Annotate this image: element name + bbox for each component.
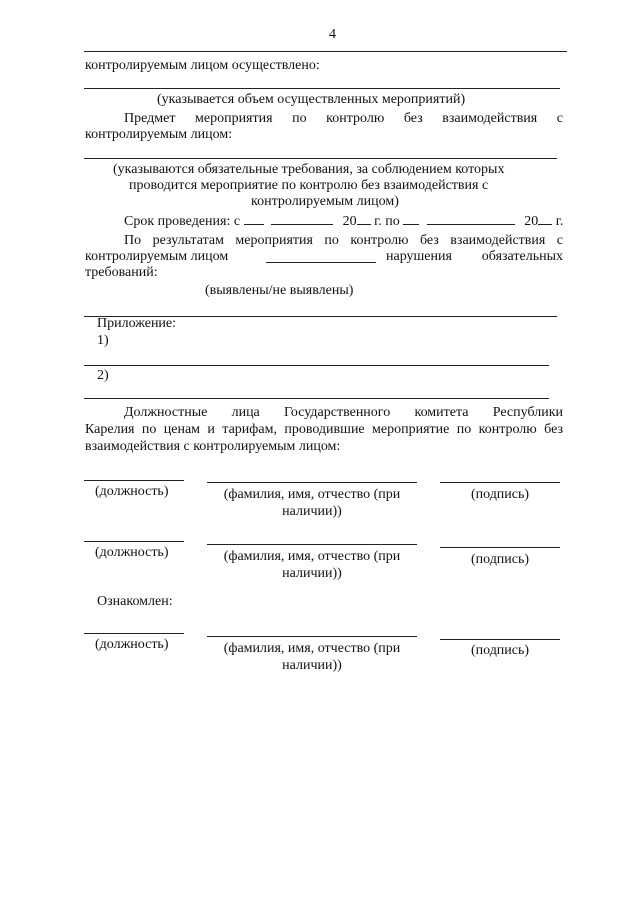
signature-caption: (подпись): [470, 552, 530, 567]
fill-line: [266, 262, 376, 263]
text-line: нарушения обязательных: [386, 249, 563, 264]
text-line: требований:: [85, 265, 158, 280]
text-line: контролируемым лицом: [85, 249, 229, 264]
year-prefix: 20: [342, 214, 357, 229]
caption: (указываются обязательные требования, за соблюдением которых: [113, 162, 505, 177]
fill-line: [84, 398, 549, 399]
date-blank: [244, 212, 264, 225]
name-caption: (фамилия, имя, отчество (при: [223, 549, 401, 564]
text-line: По результатам мероприятия по контролю без взаимодействия с: [124, 233, 563, 248]
text-line: взаимодействия с контролируемым лицом:: [85, 439, 341, 454]
text-line: контролируемым лицом осуществлено:: [85, 58, 320, 73]
signature-line: [440, 547, 560, 548]
position-caption: (должность): [95, 637, 169, 652]
text-line: Приложение:: [97, 316, 177, 331]
text-line: 1): [97, 333, 109, 348]
year-blank: [357, 212, 371, 225]
text-line: 2): [97, 368, 109, 383]
signature-caption: (подпись): [470, 487, 530, 502]
fill-line: [84, 88, 560, 89]
name-caption: наличии)): [282, 566, 342, 581]
name-caption: наличии)): [282, 658, 342, 673]
term-line: [124, 212, 563, 230]
text-line: Должностные лица Государственного комитета Республики: [124, 405, 563, 420]
signature-line: [84, 541, 184, 542]
term-to: г. по: [374, 214, 400, 229]
text-line: Карелия по ценам и тарифам, проводившие мероприятие по контролю без: [85, 422, 563, 437]
name-caption: (фамилия, имя, отчество (при: [223, 641, 401, 656]
caption: контролируемым лицом): [251, 194, 399, 209]
caption: (указывается объем осуществленных мероприятий): [157, 92, 466, 107]
date-blank: [403, 212, 419, 225]
signature-line: [440, 639, 560, 640]
date-blank: [271, 212, 333, 225]
page-number: 4: [329, 27, 336, 42]
position-caption: (должность): [95, 545, 169, 560]
year-suffix: г.: [555, 214, 564, 229]
signature-caption: (подпись): [470, 643, 530, 658]
term-label: Срок проведения: с: [124, 214, 241, 229]
signature-line: [207, 482, 417, 483]
signature-line: [84, 480, 184, 481]
text-line: Предмет мероприятия по контролю без взаимодействия с: [124, 111, 563, 126]
name-caption: (фамилия, имя, отчество (при: [223, 487, 401, 502]
name-caption: наличии)): [282, 504, 342, 519]
position-caption: (должность): [95, 484, 169, 499]
signature-line: [84, 633, 184, 634]
familiarized-label: Ознакомлен:: [97, 594, 173, 609]
caption: (выявлены/не выявлены): [205, 283, 354, 298]
signature-line: [440, 482, 560, 483]
header-rule: [84, 51, 567, 52]
text-line: контролируемым лицом:: [85, 127, 233, 142]
fill-line: [84, 365, 549, 366]
signature-line: [207, 636, 417, 637]
date-blank: [427, 212, 515, 225]
caption: проводится мероприятие по контролю без взаимодействия с: [129, 178, 489, 193]
year-prefix: 20: [524, 214, 539, 229]
fill-line: [84, 158, 557, 159]
year-blank: [538, 212, 552, 225]
signature-line: [207, 544, 417, 545]
